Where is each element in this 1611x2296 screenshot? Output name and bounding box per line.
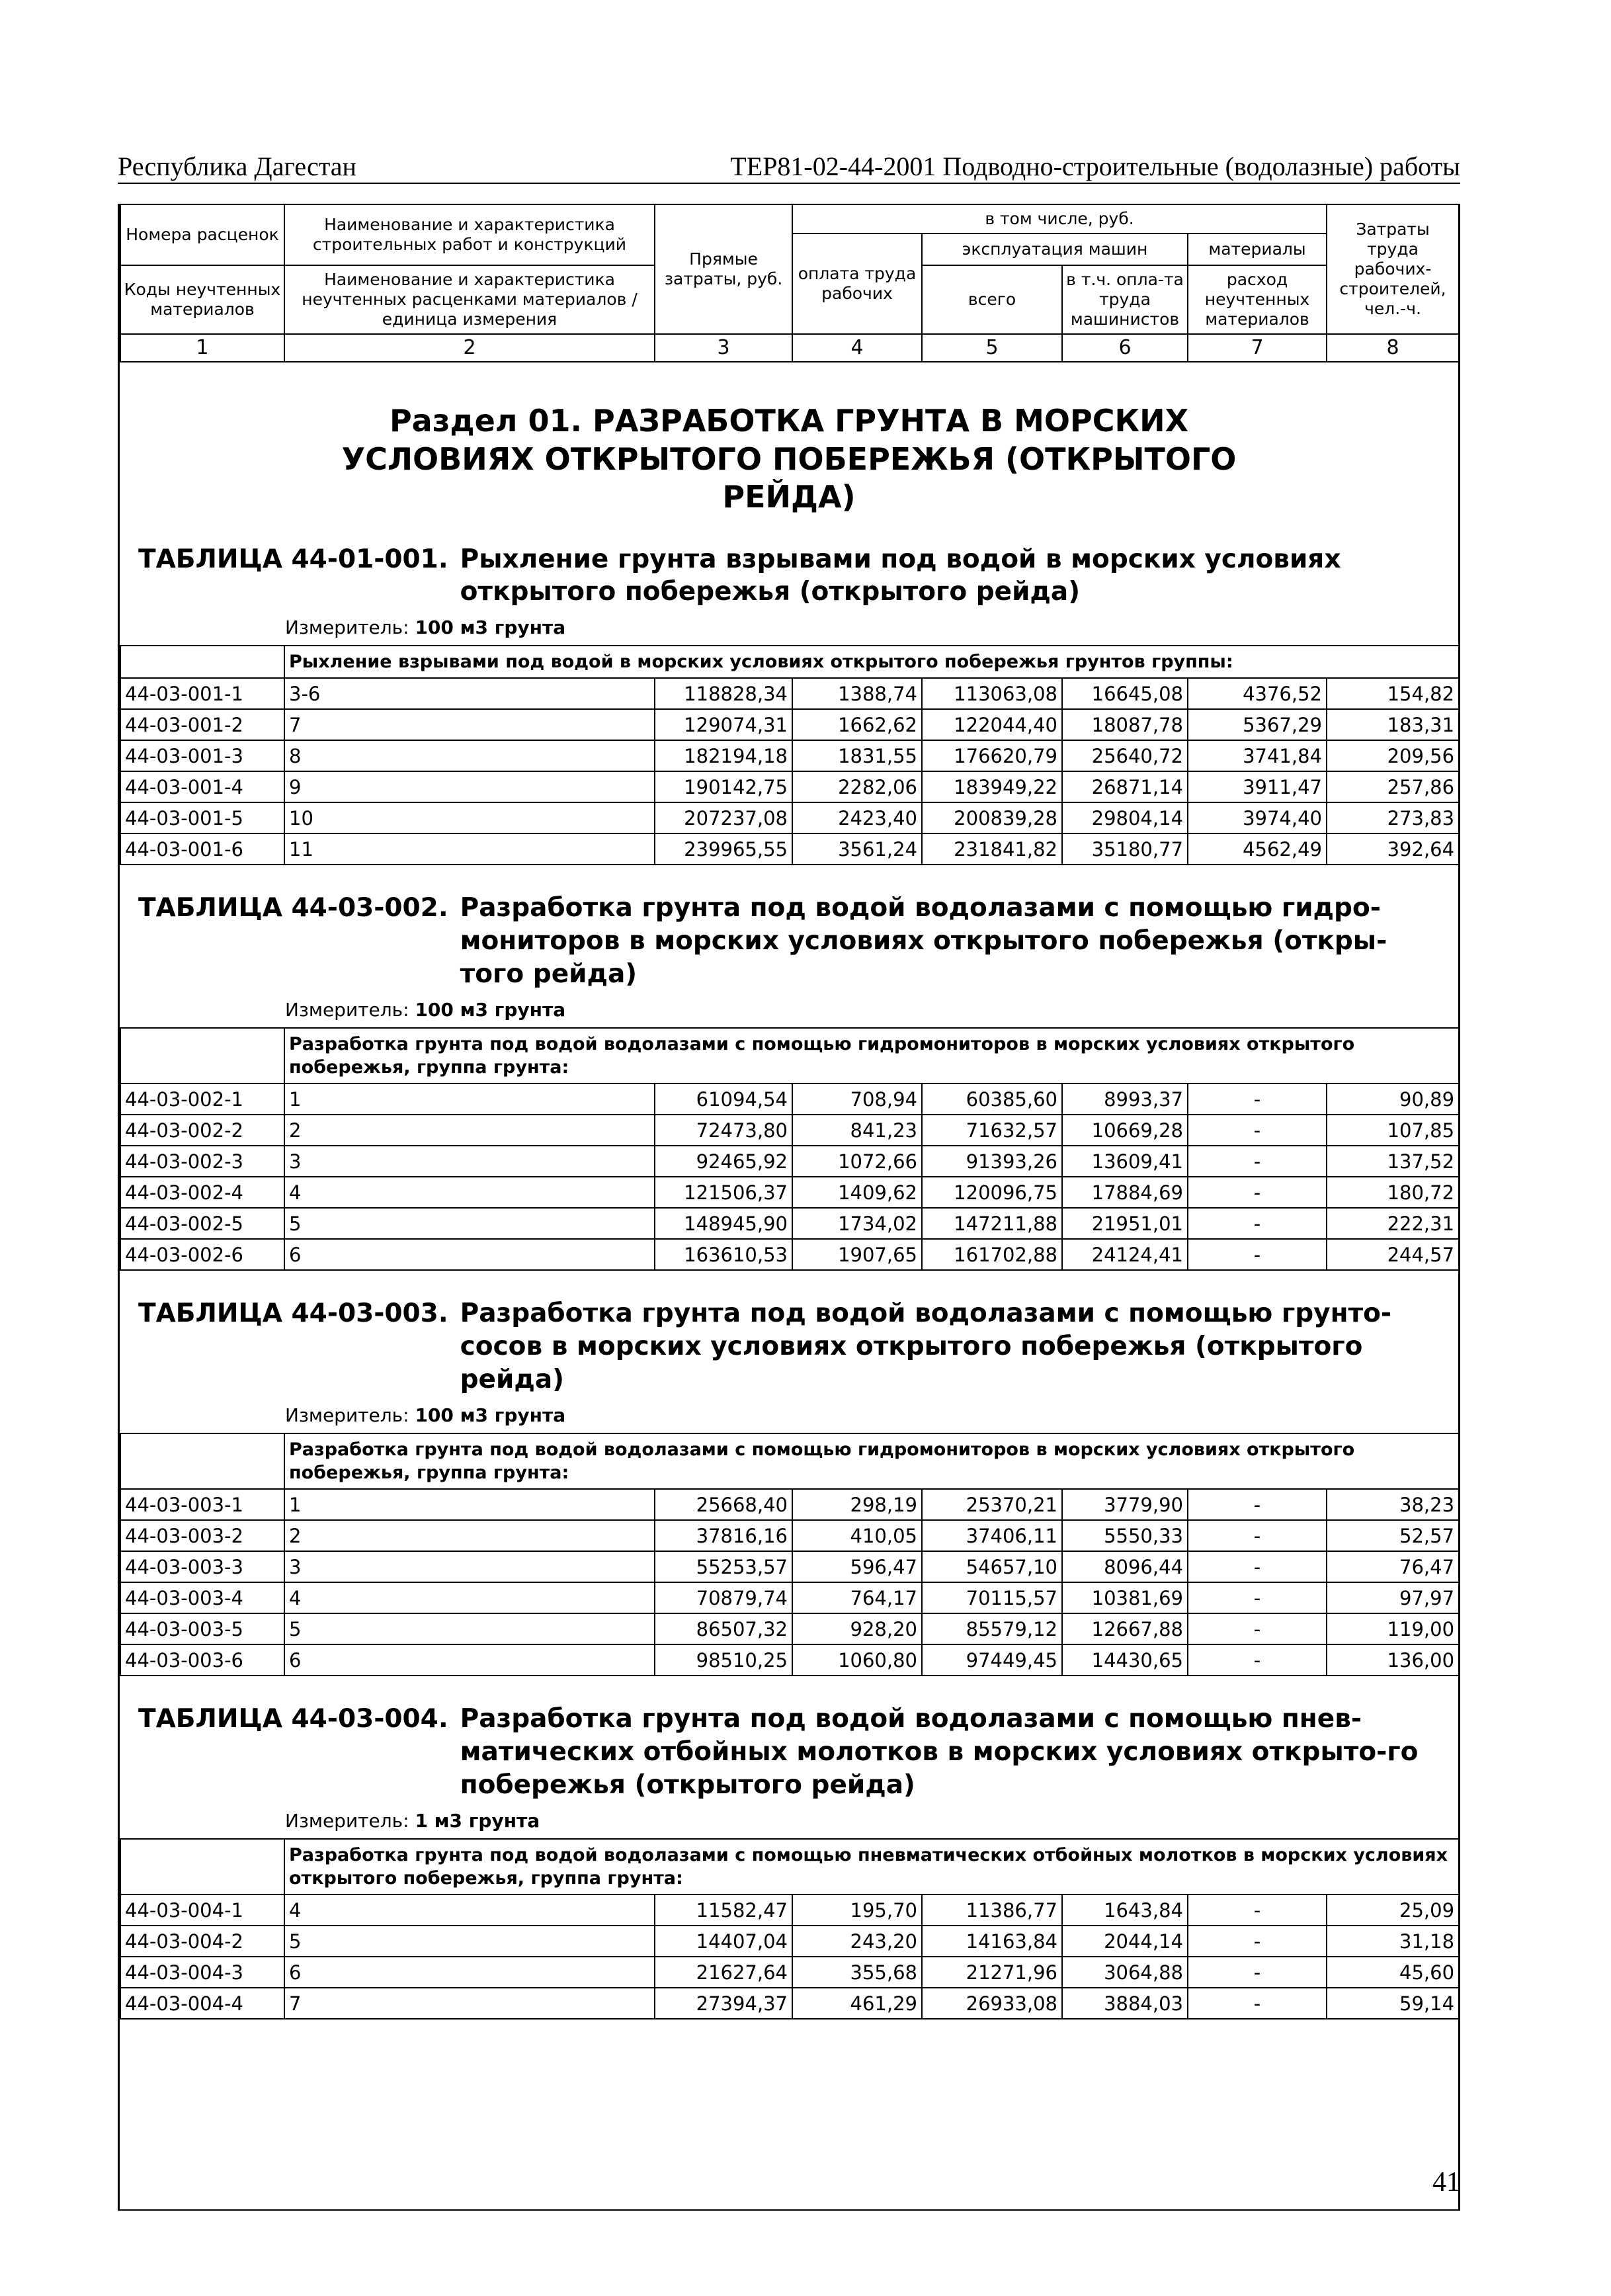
cell-operators: 35180,77 bbox=[1062, 833, 1188, 865]
col-exploitation-header: эксплуатация машин bbox=[922, 234, 1188, 265]
table-meter bbox=[120, 1404, 1458, 1426]
rate-table bbox=[120, 1027, 1460, 1271]
cell-direct: 98510,25 bbox=[655, 1644, 792, 1676]
cell-materials: - bbox=[1188, 1489, 1327, 1520]
cell-name: 8 bbox=[284, 740, 655, 771]
cell-code: 44-03-002-5 bbox=[120, 1208, 284, 1239]
group-row bbox=[120, 1028, 1459, 1084]
cell-name: 5 bbox=[284, 1926, 655, 1957]
group-row bbox=[120, 1433, 1459, 1489]
meter-label: Измеритель: bbox=[285, 1404, 409, 1427]
group-blank-cell bbox=[120, 1839, 284, 1894]
cell-labor: 355,68 bbox=[792, 1957, 922, 1988]
cell-hours: 180,72 bbox=[1327, 1177, 1459, 1208]
table-row bbox=[120, 1177, 1459, 1208]
group-row bbox=[120, 646, 1459, 678]
document-title: ТЕР81-02-44-2001 Подводно-строительные (водолазные) работы bbox=[730, 151, 1460, 181]
cell-machines: 21271,96 bbox=[922, 1957, 1062, 1988]
table-row bbox=[120, 1146, 1459, 1177]
rate-table-block bbox=[120, 1703, 1458, 2020]
cell-hours: 38,23 bbox=[1327, 1489, 1459, 1520]
cell-hours: 59,14 bbox=[1327, 1988, 1459, 2019]
cell-machines: 161702,88 bbox=[922, 1239, 1062, 1270]
table-row bbox=[120, 1489, 1459, 1520]
cell-code: 44-03-001-3 bbox=[120, 740, 284, 771]
table-row bbox=[120, 1894, 1459, 1926]
cell-labor: 1734,02 bbox=[792, 1208, 922, 1239]
cell-code: 44-03-002-3 bbox=[120, 1146, 284, 1177]
cell-code: 44-03-002-6 bbox=[120, 1239, 284, 1270]
cell-direct: 21627,64 bbox=[655, 1957, 792, 1988]
cell-materials: - bbox=[1188, 1146, 1327, 1177]
col-name-header: Наименование и характеристика строительных работ и конструкций bbox=[284, 204, 655, 265]
group-blank-cell bbox=[120, 1433, 284, 1489]
cell-code: 44-03-001-5 bbox=[120, 802, 284, 833]
cell-materials: - bbox=[1188, 1926, 1327, 1957]
cell-code: 44-03-004-1 bbox=[120, 1894, 284, 1926]
cell-labor: 764,17 bbox=[792, 1582, 922, 1613]
group-blank-cell bbox=[120, 646, 284, 678]
cell-operators: 29804,14 bbox=[1062, 802, 1188, 833]
cell-labor: 2282,06 bbox=[792, 771, 922, 802]
cell-machines: 183949,22 bbox=[922, 771, 1062, 802]
cell-materials: 3741,84 bbox=[1188, 740, 1327, 771]
group-caption: Разработка грунта под водой водолазами с помощью пневматических отбойных молотков в морских условиях открытого побережья, группа грунта: bbox=[284, 1839, 1459, 1894]
cell-direct: 207237,08 bbox=[655, 802, 792, 833]
cell-labor: 841,23 bbox=[792, 1115, 922, 1146]
cell-machines: 120096,75 bbox=[922, 1177, 1062, 1208]
cell-labor: 1907,65 bbox=[792, 1239, 922, 1270]
cell-direct: 70879,74 bbox=[655, 1582, 792, 1613]
meter-label: Измеритель: bbox=[285, 617, 409, 639]
col-name-sub-header: Наименование и характеристика неучтенных расценками материалов / единица измерения bbox=[284, 265, 655, 334]
cell-machines: 122044,40 bbox=[922, 709, 1062, 740]
cell-code: 44-03-004-4 bbox=[120, 1988, 284, 2019]
cell-operators: 25640,72 bbox=[1062, 740, 1188, 771]
cell-materials: - bbox=[1188, 1644, 1327, 1676]
col-number: 7 bbox=[1188, 334, 1327, 362]
table-description: Разработка грунта под водой водолазами с помощью грунто-сосов в морских условиях открытого побережья (открытого рейда) bbox=[460, 1298, 1392, 1395]
meter-value: 1 м3 грунта bbox=[415, 1809, 540, 1832]
cell-hours: 25,09 bbox=[1327, 1894, 1459, 1926]
col-hours-header: Затраты труда рабочих-строителей, чел.-ч. bbox=[1327, 204, 1459, 334]
col-number: 6 bbox=[1062, 334, 1188, 362]
col-machines-header: всего bbox=[922, 265, 1062, 334]
cell-code: 44-03-003-1 bbox=[120, 1489, 284, 1520]
document-body bbox=[118, 204, 1460, 2211]
table-row bbox=[120, 833, 1459, 865]
cell-name: 2 bbox=[284, 1520, 655, 1551]
cell-operators: 16645,08 bbox=[1062, 678, 1188, 709]
meter-label: Измеритель: bbox=[285, 999, 409, 1021]
cell-machines: 91393,26 bbox=[922, 1146, 1062, 1177]
cell-code: 44-03-003-3 bbox=[120, 1551, 284, 1582]
cell-name: 5 bbox=[284, 1613, 655, 1644]
cell-hours: 97,97 bbox=[1327, 1582, 1459, 1613]
table-title bbox=[120, 1703, 1458, 1802]
cell-hours: 76,47 bbox=[1327, 1551, 1459, 1582]
rate-table bbox=[120, 1838, 1460, 2020]
cell-operators: 10381,69 bbox=[1062, 1582, 1188, 1613]
cell-name: 3 bbox=[284, 1551, 655, 1582]
cell-name: 6 bbox=[284, 1644, 655, 1676]
table-label: ТАБЛИЦА 44-03-004. bbox=[138, 1704, 448, 1734]
cell-labor: 1388,74 bbox=[792, 678, 922, 709]
cell-labor: 1409,62 bbox=[792, 1177, 922, 1208]
cell-machines: 26933,08 bbox=[922, 1988, 1062, 2019]
cell-machines: 14163,84 bbox=[922, 1926, 1062, 1957]
cell-operators: 21951,01 bbox=[1062, 1208, 1188, 1239]
cell-operators: 8993,37 bbox=[1062, 1084, 1188, 1115]
cell-hours: 392,64 bbox=[1327, 833, 1459, 865]
cell-machines: 60385,60 bbox=[922, 1084, 1062, 1115]
cell-code: 44-03-001-1 bbox=[120, 678, 284, 709]
cell-direct: 239965,55 bbox=[655, 833, 792, 865]
cell-name: 6 bbox=[284, 1239, 655, 1270]
cell-machines: 54657,10 bbox=[922, 1551, 1062, 1582]
cell-code: 44-03-001-2 bbox=[120, 709, 284, 740]
cell-direct: 190142,75 bbox=[655, 771, 792, 802]
group-blank-cell bbox=[120, 1028, 284, 1084]
cell-machines: 70115,57 bbox=[922, 1582, 1062, 1613]
column-numbers-row bbox=[120, 334, 1459, 362]
cell-materials: - bbox=[1188, 1520, 1327, 1551]
region-name: Республика Дагестан bbox=[118, 151, 356, 181]
col-direct-header: Прямые затраты, руб. bbox=[655, 204, 792, 334]
cell-hours: 154,82 bbox=[1327, 678, 1459, 709]
cell-name: 10 bbox=[284, 802, 655, 833]
cell-operators: 3779,90 bbox=[1062, 1489, 1188, 1520]
cell-direct: 61094,54 bbox=[655, 1084, 792, 1115]
table-row bbox=[120, 1239, 1459, 1270]
cell-materials: 3911,47 bbox=[1188, 771, 1327, 802]
cell-materials: - bbox=[1188, 1613, 1327, 1644]
cell-operators: 26871,14 bbox=[1062, 771, 1188, 802]
cell-direct: 72473,80 bbox=[655, 1115, 792, 1146]
column-header bbox=[120, 204, 1460, 362]
col-number: 8 bbox=[1327, 334, 1459, 362]
cell-hours: 183,31 bbox=[1327, 709, 1459, 740]
cell-code: 44-03-003-6 bbox=[120, 1644, 284, 1676]
group-row bbox=[120, 1839, 1459, 1894]
cell-operators: 14430,65 bbox=[1062, 1644, 1188, 1676]
cell-operators: 5550,33 bbox=[1062, 1520, 1188, 1551]
cell-direct: 118828,34 bbox=[655, 678, 792, 709]
cell-labor: 3561,24 bbox=[792, 833, 922, 865]
cell-materials: - bbox=[1188, 1084, 1327, 1115]
cell-materials: - bbox=[1188, 1988, 1327, 2019]
table-row bbox=[120, 1926, 1459, 1957]
cell-code: 44-03-003-5 bbox=[120, 1613, 284, 1644]
cell-direct: 148945,90 bbox=[655, 1208, 792, 1239]
meter-value: 100 м3 грунта bbox=[415, 617, 566, 639]
table-meter bbox=[120, 1810, 1458, 1832]
cell-direct: 14407,04 bbox=[655, 1926, 792, 1957]
group-caption: Разработка грунта под водой водолазами с помощью гидромониторов в морских условиях открытого побережья, группа грунта: bbox=[284, 1028, 1459, 1084]
cell-operators: 2044,14 bbox=[1062, 1926, 1188, 1957]
cell-labor: 461,29 bbox=[792, 1988, 922, 2019]
cell-materials: - bbox=[1188, 1208, 1327, 1239]
cell-code: 44-03-001-4 bbox=[120, 771, 284, 802]
cell-direct: 27394,37 bbox=[655, 1988, 792, 2019]
cell-operators: 24124,41 bbox=[1062, 1239, 1188, 1270]
table-row bbox=[120, 1208, 1459, 1239]
cell-code: 44-03-002-2 bbox=[120, 1115, 284, 1146]
cell-code: 44-03-004-2 bbox=[120, 1926, 284, 1957]
cell-operators: 13609,41 bbox=[1062, 1146, 1188, 1177]
table-row bbox=[120, 802, 1459, 833]
col-number: 3 bbox=[655, 334, 792, 362]
cell-hours: 45,60 bbox=[1327, 1957, 1459, 1988]
cell-labor: 708,94 bbox=[792, 1084, 922, 1115]
cell-direct: 163610,53 bbox=[655, 1239, 792, 1270]
cell-materials: 4376,52 bbox=[1188, 678, 1327, 709]
cell-hours: 52,57 bbox=[1327, 1520, 1459, 1551]
table-row bbox=[120, 709, 1459, 740]
cell-direct: 92465,92 bbox=[655, 1146, 792, 1177]
table-title bbox=[120, 1297, 1458, 1396]
table-row bbox=[120, 1644, 1459, 1676]
group-caption: Рыхление взрывами под водой в морских условиях открытого побережья грунтов группы: bbox=[284, 646, 1459, 678]
cell-name: 9 bbox=[284, 771, 655, 802]
cell-code: 44-03-004-3 bbox=[120, 1957, 284, 1988]
cell-labor: 1831,55 bbox=[792, 740, 922, 771]
cell-machines: 147211,88 bbox=[922, 1208, 1062, 1239]
cell-hours: 244,57 bbox=[1327, 1239, 1459, 1270]
table-meter bbox=[120, 999, 1458, 1021]
cell-hours: 31,18 bbox=[1327, 1926, 1459, 1957]
table-description: Разработка грунта под водой водолазами с помощью гидро-мониторов в морских условиях открытого побережья (откры-того рейда) bbox=[460, 893, 1387, 990]
cell-name: 1 bbox=[284, 1489, 655, 1520]
table-row bbox=[120, 1520, 1459, 1551]
cell-direct: 55253,57 bbox=[655, 1551, 792, 1582]
table-row bbox=[120, 1084, 1459, 1115]
cell-materials: - bbox=[1188, 1582, 1327, 1613]
cell-direct: 25668,40 bbox=[655, 1489, 792, 1520]
cell-materials: - bbox=[1188, 1551, 1327, 1582]
cell-labor: 2423,40 bbox=[792, 802, 922, 833]
cell-code: 44-03-002-1 bbox=[120, 1084, 284, 1115]
cell-direct: 121506,37 bbox=[655, 1177, 792, 1208]
cell-machines: 176620,79 bbox=[922, 740, 1062, 771]
table-description: Разработка грунта под водой водолазами с помощью пнев-матических отбойных молотков в морских условиях открыто-го побережья (открытого рейда) bbox=[460, 1704, 1419, 1801]
cell-code: 44-03-002-4 bbox=[120, 1177, 284, 1208]
table-row bbox=[120, 1551, 1459, 1582]
cell-hours: 119,00 bbox=[1327, 1613, 1459, 1644]
rate-table bbox=[120, 645, 1460, 865]
table-row bbox=[120, 1988, 1459, 2019]
table-row bbox=[120, 1957, 1459, 1988]
cell-code: 44-03-003-4 bbox=[120, 1582, 284, 1613]
cell-operators: 17884,69 bbox=[1062, 1177, 1188, 1208]
cell-hours: 136,00 bbox=[1327, 1644, 1459, 1676]
cell-name: 6 bbox=[284, 1957, 655, 1988]
cell-operators: 3064,88 bbox=[1062, 1957, 1188, 1988]
cell-labor: 1060,80 bbox=[792, 1644, 922, 1676]
table-label: ТАБЛИЦА 44-03-002. bbox=[138, 893, 448, 923]
col-code-sub-header: Коды неучтенных материалов bbox=[120, 265, 284, 334]
cell-materials: 3974,40 bbox=[1188, 802, 1327, 833]
table-row bbox=[120, 771, 1459, 802]
cell-name: 3-6 bbox=[284, 678, 655, 709]
cell-name: 3 bbox=[284, 1146, 655, 1177]
col-labor-header: оплата труда рабочих bbox=[792, 234, 922, 334]
cell-labor: 928,20 bbox=[792, 1613, 922, 1644]
rate-table bbox=[120, 1433, 1460, 1676]
cell-hours: 273,83 bbox=[1327, 802, 1459, 833]
page-header bbox=[118, 144, 1460, 184]
cell-machines: 231841,82 bbox=[922, 833, 1062, 865]
cell-name: 4 bbox=[284, 1582, 655, 1613]
header-rule bbox=[118, 183, 1460, 184]
cell-hours: 107,85 bbox=[1327, 1115, 1459, 1146]
col-incl-header: в том числе, руб. bbox=[792, 204, 1327, 234]
cell-name: 7 bbox=[284, 709, 655, 740]
col-number: 1 bbox=[120, 334, 284, 362]
col-code-header: Номера расценок bbox=[120, 204, 284, 265]
col-number: 2 bbox=[284, 334, 655, 362]
cell-operators: 18087,78 bbox=[1062, 709, 1188, 740]
cell-code: 44-03-001-6 bbox=[120, 833, 284, 865]
cell-hours: 209,56 bbox=[1327, 740, 1459, 771]
rate-table-block bbox=[120, 892, 1458, 1271]
col-materials-group-header: материалы bbox=[1188, 234, 1327, 265]
cell-operators: 1643,84 bbox=[1062, 1894, 1188, 1926]
cell-hours: 90,89 bbox=[1327, 1084, 1459, 1115]
cell-code: 44-03-003-2 bbox=[120, 1520, 284, 1551]
cell-direct: 37816,16 bbox=[655, 1520, 792, 1551]
cell-labor: 596,47 bbox=[792, 1551, 922, 1582]
cell-labor: 410,05 bbox=[792, 1520, 922, 1551]
table-title bbox=[120, 892, 1458, 991]
cell-machines: 37406,11 bbox=[922, 1520, 1062, 1551]
cell-operators: 10669,28 bbox=[1062, 1115, 1188, 1146]
cell-operators: 8096,44 bbox=[1062, 1551, 1188, 1582]
table-row bbox=[120, 1115, 1459, 1146]
cell-machines: 200839,28 bbox=[922, 802, 1062, 833]
cell-materials: 4562,49 bbox=[1188, 833, 1327, 865]
cell-operators: 3884,03 bbox=[1062, 1988, 1188, 2019]
cell-materials: - bbox=[1188, 1239, 1327, 1270]
meter-value: 100 м3 грунта bbox=[415, 1404, 566, 1427]
cell-machines: 97449,45 bbox=[922, 1644, 1062, 1676]
cell-name: 5 bbox=[284, 1208, 655, 1239]
rate-table-block bbox=[120, 1297, 1458, 1676]
cell-direct: 182194,18 bbox=[655, 740, 792, 771]
cell-name: 1 bbox=[284, 1084, 655, 1115]
cell-machines: 25370,21 bbox=[922, 1489, 1062, 1520]
table-row bbox=[120, 740, 1459, 771]
col-number: 5 bbox=[922, 334, 1062, 362]
table-title bbox=[120, 543, 1458, 609]
table-label: ТАБЛИЦА 44-03-003. bbox=[138, 1298, 448, 1329]
cell-labor: 195,70 bbox=[792, 1894, 922, 1926]
cell-operators: 12667,88 bbox=[1062, 1613, 1188, 1644]
cell-materials: - bbox=[1188, 1177, 1327, 1208]
table-row bbox=[120, 1582, 1459, 1613]
cell-machines: 85579,12 bbox=[922, 1613, 1062, 1644]
cell-name: 4 bbox=[284, 1894, 655, 1926]
cell-hours: 257,86 bbox=[1327, 771, 1459, 802]
col-materials-header: расход неучтенных материалов bbox=[1188, 265, 1327, 334]
section-title: Раздел 01. РАЗРАБОТКА ГРУНТА В МОРСКИХ УСЛОВИЯХ ОТКРЫТОГО ПОБЕРЕЖЬЯ (ОТКРЫТОГО РЕЙДА) bbox=[341, 403, 1237, 515]
cell-materials: - bbox=[1188, 1115, 1327, 1146]
cell-hours: 222,31 bbox=[1327, 1208, 1459, 1239]
cell-name: 2 bbox=[284, 1115, 655, 1146]
table-meter bbox=[120, 617, 1458, 638]
cell-machines: 11386,77 bbox=[922, 1894, 1062, 1926]
cell-name: 7 bbox=[284, 1988, 655, 2019]
table-row bbox=[120, 1613, 1459, 1644]
cell-name: 11 bbox=[284, 833, 655, 865]
cell-materials: - bbox=[1188, 1894, 1327, 1926]
col-operators-header: в т.ч. опла-та труда машинистов bbox=[1062, 265, 1188, 334]
meter-value: 100 м3 грунта bbox=[415, 999, 566, 1021]
meter-label: Измеритель: bbox=[285, 1809, 409, 1832]
col-number: 4 bbox=[792, 334, 922, 362]
cell-machines: 71632,57 bbox=[922, 1115, 1062, 1146]
cell-hours: 137,52 bbox=[1327, 1146, 1459, 1177]
table-description: Рыхление грунта взрывами под водой в морских условиях открытого побережья (открытого рейда) bbox=[460, 544, 1341, 607]
page-number: 41 bbox=[1432, 2167, 1460, 2197]
cell-materials: - bbox=[1188, 1957, 1327, 1988]
cell-direct: 11582,47 bbox=[655, 1894, 792, 1926]
cell-materials: 5367,29 bbox=[1188, 709, 1327, 740]
cell-machines: 113063,08 bbox=[922, 678, 1062, 709]
cell-direct: 86507,32 bbox=[655, 1613, 792, 1644]
cell-labor: 1072,66 bbox=[792, 1146, 922, 1177]
group-caption: Разработка грунта под водой водолазами с помощью гидромониторов в морских условиях открытого побережья, группа грунта: bbox=[284, 1433, 1459, 1489]
cell-direct: 129074,31 bbox=[655, 709, 792, 740]
table-label: ТАБЛИЦА 44-01-001. bbox=[138, 544, 448, 574]
cell-name: 4 bbox=[284, 1177, 655, 1208]
cell-labor: 243,20 bbox=[792, 1926, 922, 1957]
rate-table-block bbox=[120, 543, 1458, 866]
tables-container bbox=[120, 543, 1458, 2020]
cell-labor: 298,19 bbox=[792, 1489, 922, 1520]
cell-labor: 1662,62 bbox=[792, 709, 922, 740]
table-row bbox=[120, 678, 1459, 709]
